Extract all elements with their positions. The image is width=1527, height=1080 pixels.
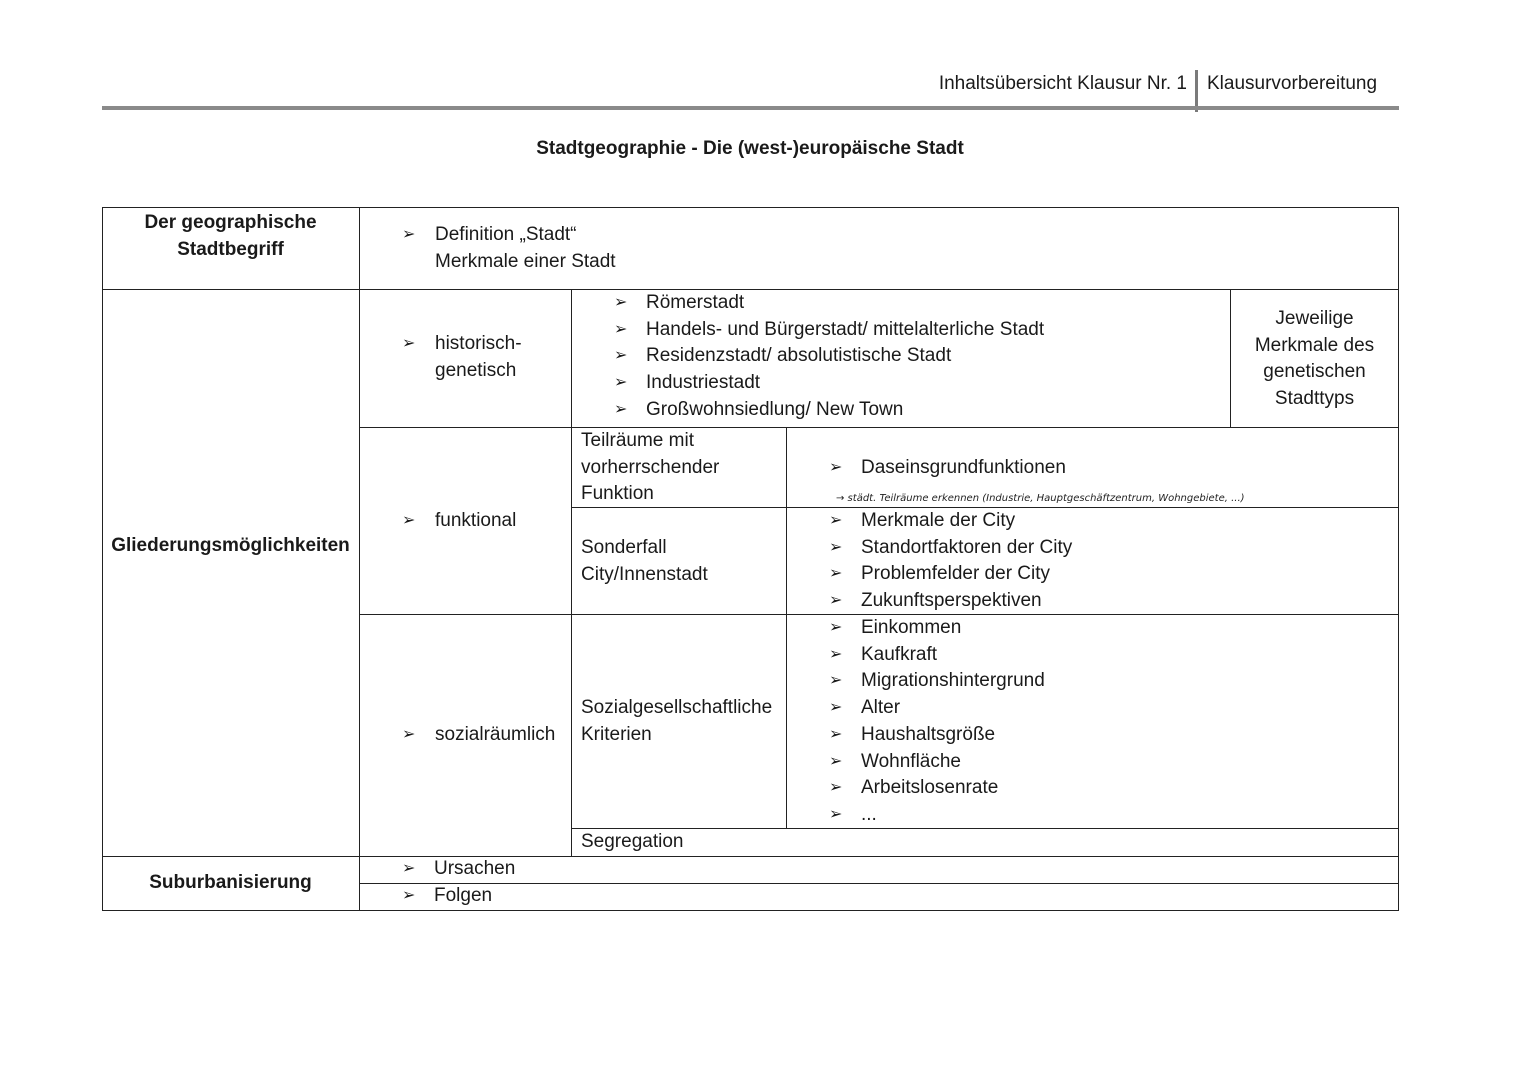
- bullet-arrow-icon: ➢: [402, 512, 416, 529]
- sub-label-line: historisch-: [435, 333, 522, 354]
- list-item-text: Arbeitslosenrate: [861, 777, 999, 799]
- bullet-arrow-icon: ➢: [614, 374, 628, 392]
- list-item-text: ...: [861, 803, 877, 825]
- list-item-text: Residenzstadt/ absolutistische Stadt: [646, 345, 952, 367]
- list-item-text: Daseinsgrundfunktionen: [861, 457, 1066, 478]
- kriterien-label: [581, 695, 772, 748]
- list-item: [614, 343, 1044, 370]
- note-line: Stadttyps: [1274, 388, 1355, 410]
- list-item-text: Großwohnsiedlung/ New Town: [646, 398, 904, 420]
- list-item: [829, 455, 1066, 482]
- header-right-text: Klausurvorbereitung: [1207, 73, 1378, 94]
- list-item: [829, 588, 1072, 615]
- row-label-suburbanisierung: Suburbanisierung: [149, 872, 312, 893]
- bullet-arrow-icon: ➢: [829, 538, 843, 556]
- historisch-note: [1230, 306, 1399, 413]
- list-item-text: Ursachen: [434, 858, 516, 879]
- city-list: [829, 508, 1072, 615]
- note-line: genetischen: [1263, 361, 1366, 383]
- header-rule: [102, 106, 1399, 110]
- sub-label-sozialraeumlich: sozialräumlich: [435, 724, 556, 745]
- list-item: [829, 508, 1072, 535]
- list-item: [614, 397, 1044, 424]
- list-item: Definition „Stadt“: [435, 224, 577, 245]
- bullet-arrow-icon: ➢: [829, 645, 843, 663]
- list-item: [829, 802, 1045, 829]
- bullet-arrow-icon: ➢: [614, 347, 628, 365]
- list-item: [402, 883, 515, 910]
- bullet-arrow-icon: ➢: [402, 335, 416, 352]
- stadtbegriff-items: [435, 222, 616, 275]
- segregation-label: Segregation: [581, 831, 684, 852]
- note-line: Merkmale des: [1254, 334, 1375, 356]
- bullet-arrow-icon: ➢: [829, 752, 843, 770]
- label-line: Funktion: [581, 483, 654, 505]
- list-item: [614, 290, 1044, 317]
- historisch-list: [614, 290, 1044, 424]
- header-left-text: Inhaltsübersicht Klausur Nr. 1: [938, 73, 1187, 94]
- bullet-arrow-icon: ➢: [829, 565, 843, 583]
- grid-line: [359, 207, 360, 911]
- sub-label-funktional: funktional: [435, 510, 517, 531]
- note-line: Jeweilige: [1275, 308, 1354, 329]
- teilraeume-list: [829, 455, 1066, 482]
- list-item: [829, 535, 1072, 562]
- grid-line: [359, 427, 1399, 428]
- bullet-arrow-icon: ➢: [402, 860, 416, 877]
- sub-label-historisch: [435, 331, 522, 384]
- grid-line: [786, 427, 787, 828]
- list-item-text: Folgen: [434, 884, 493, 906]
- bullet-arrow-icon: ➢: [614, 294, 628, 311]
- grid-line: [102, 856, 1399, 857]
- label-line: Kriterien: [581, 723, 652, 745]
- handwritten-note: → städt. Teilräume erkennen (Industrie, Hauptgeschäftzentrum, Wohngebiete, ...): [836, 493, 1245, 504]
- list-item: [829, 749, 1045, 776]
- label-line: vorherrschender: [581, 456, 720, 478]
- list-item: [829, 775, 1045, 802]
- label-line: City/Innenstadt: [581, 563, 708, 585]
- list-item-text: Standortfaktoren der City: [861, 536, 1073, 558]
- label-line: Sonderfall: [581, 537, 667, 558]
- list-item-text: Problemfelder der City: [861, 563, 1051, 585]
- list-item: Merkmale einer Stadt: [435, 250, 616, 272]
- list-item-text: Wohnfläche: [861, 750, 961, 772]
- bullet-arrow-icon: ➢: [402, 726, 416, 743]
- list-item-text: Alter: [861, 697, 901, 719]
- bullet-arrow-icon: ➢: [614, 320, 628, 338]
- label-line: Teilräume mit: [581, 430, 694, 451]
- label-line: Sozialgesellschaftliche: [581, 697, 773, 718]
- suburbanisierung-list: [402, 856, 515, 909]
- bullet-arrow-icon: ➢: [402, 226, 416, 243]
- page-header: [102, 70, 1399, 100]
- page-title: Stadtgeographie - Die (west-)europäische Stadt: [536, 138, 964, 159]
- kriterien-list: [829, 615, 1045, 829]
- list-item-text: Industriestadt: [646, 372, 761, 394]
- grid-line: [571, 289, 572, 856]
- bullet-arrow-icon: ➢: [829, 725, 843, 743]
- bullet-arrow-icon: ➢: [402, 886, 416, 904]
- list-item-text: Haushaltsgröße: [861, 723, 996, 745]
- list-item-text: Römerstadt: [646, 292, 745, 313]
- row-label-line: Der geographische: [144, 212, 317, 233]
- list-item: [829, 722, 1045, 749]
- list-item-text: Migrationshintergrund: [861, 670, 1045, 692]
- list-item-text: Kaufkraft: [861, 643, 938, 665]
- list-item: [402, 856, 515, 883]
- list-item: [829, 615, 1045, 642]
- list-item: [829, 668, 1045, 695]
- city-label: [581, 535, 708, 588]
- row-label-stadtbegriff: [102, 210, 359, 263]
- list-item: [614, 317, 1044, 344]
- list-item: [614, 370, 1044, 397]
- row-label-line: Stadtbegriff: [177, 238, 284, 260]
- bullet-arrow-icon: ➢: [614, 400, 628, 418]
- bullet-arrow-icon: ➢: [829, 619, 843, 636]
- sub-label-line: genetisch: [435, 359, 517, 381]
- bullet-arrow-icon: ➢: [829, 459, 843, 476]
- teilraeume-label: [581, 428, 719, 508]
- list-item: [829, 695, 1045, 722]
- bullet-arrow-icon: ➢: [829, 699, 843, 717]
- list-item: [829, 642, 1045, 669]
- list-item-text: Handels- und Bürgerstadt/ mittelalterliche Stadt: [646, 318, 1045, 340]
- list-item-text: Zukunftsperspektiven: [861, 590, 1042, 612]
- bullet-arrow-icon: ➢: [829, 805, 843, 823]
- bullet-arrow-icon: ➢: [829, 672, 843, 690]
- list-item: [829, 561, 1072, 588]
- list-item-text: Merkmale der City: [861, 510, 1016, 531]
- bullet-arrow-icon: ➢: [829, 512, 843, 529]
- bullet-arrow-icon: ➢: [829, 779, 843, 797]
- list-item-text: Einkommen: [861, 617, 962, 638]
- row-label-gliederung: Gliederungsmöglichkeiten: [111, 535, 350, 556]
- bullet-arrow-icon: ➢: [829, 592, 843, 610]
